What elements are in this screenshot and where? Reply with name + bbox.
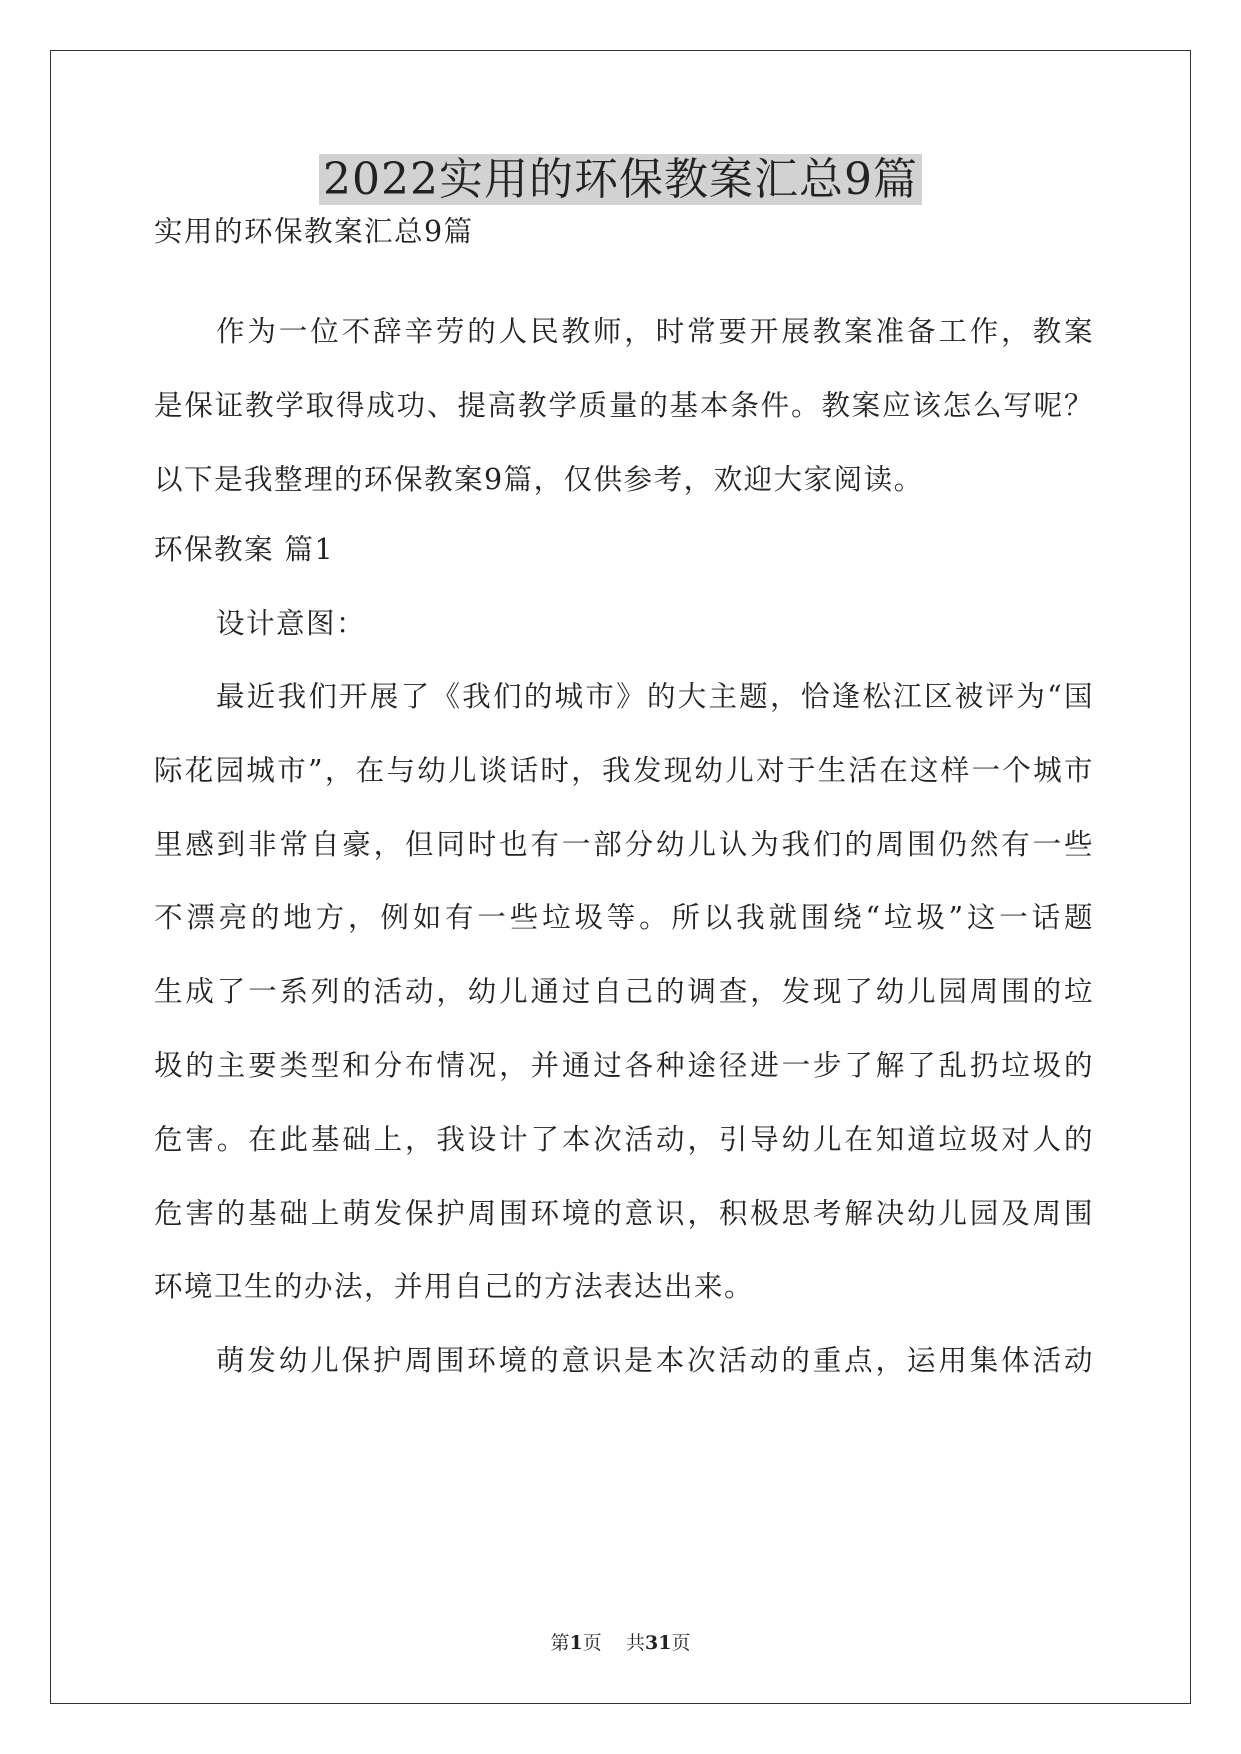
page-footer bbox=[0, 1630, 1241, 1656]
design-line-1: 最近我们开展了《我们的城市》的大主题，恰逢松江区被评为“国 bbox=[216, 680, 1094, 713]
footer-total-prefix: 共 bbox=[625, 1632, 645, 1654]
footer-total-suffix: 页 bbox=[671, 1632, 691, 1654]
design-line-6: 圾的主要类型和分布情况，并通过各种途径进一步了解了乱扔垃圾的 bbox=[154, 1049, 1094, 1082]
section-heading: 环保教案 篇1 bbox=[154, 533, 335, 566]
intro-line-3: 以下是我整理的环保教案9篇，仅供参考，欢迎大家阅读。 bbox=[154, 463, 924, 496]
design-line-7: 危害。在此基础上，我设计了本次活动，引导幼儿在知道垃圾对人的 bbox=[154, 1123, 1094, 1156]
page-border bbox=[50, 50, 1191, 1704]
footer-page-number: 1 bbox=[569, 1632, 583, 1654]
footer-total-pages: 31 bbox=[644, 1632, 672, 1654]
design-line-5: 生成了一系列的活动，幼儿通过自己的调查，发现了幼儿园周围的垃 bbox=[154, 975, 1094, 1008]
design-line-8: 危害的基础上萌发保护周围环境的意识，积极思考解决幼儿园及周围 bbox=[154, 1197, 1094, 1230]
footer-prefix: 第 bbox=[550, 1632, 570, 1654]
intro-line-2: 是保证教学取得成功、提高教学质量的基本条件。教案应该怎么写呢？ bbox=[154, 389, 1094, 422]
design-line-3: 里感到非常自豪，但同时也有一部分幼儿认为我们的周围仍然有一些 bbox=[154, 828, 1094, 861]
intro-line-1: 作为一位不辞辛劳的人民教师，时常要开展教案准备工作，教案 bbox=[216, 315, 1094, 348]
document-title-text: 2022实用的环保教案汇总9篇 bbox=[319, 154, 922, 205]
design-line-4: 不漂亮的地方，例如有一些垃圾等。所以我就围绕“垃圾”这一话题 bbox=[154, 901, 1094, 934]
design-line-9: 环境卫生的办法，并用自己的方法表达出来。 bbox=[154, 1270, 755, 1303]
subtitle: 实用的环保教案汇总9篇 bbox=[154, 215, 474, 248]
design-label: 设计意图： bbox=[216, 607, 367, 640]
design-line-2: 际花园城市”，在与幼儿谈话时，我发现幼儿对于生活在这样一个城市 bbox=[154, 754, 1094, 787]
document-title bbox=[0, 150, 1241, 210]
footer-page-suffix: 页 bbox=[582, 1632, 602, 1654]
continuation-line: 萌发幼儿保护周围环境的意识是本次活动的重点，运用集体活动 bbox=[216, 1344, 1094, 1377]
